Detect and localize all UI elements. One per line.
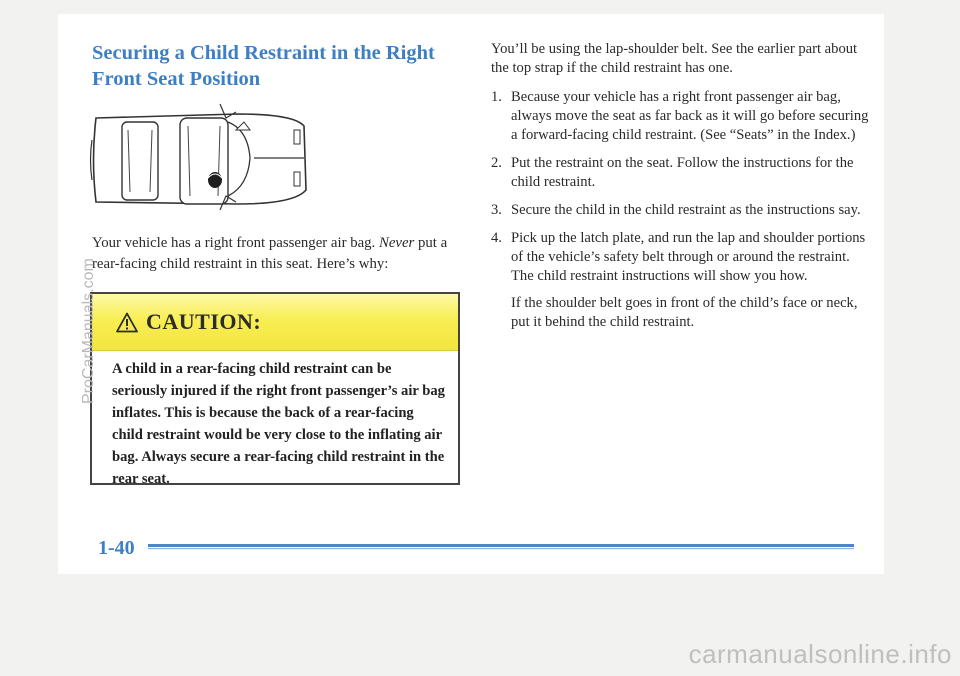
caution-title: CAUTION: — [146, 309, 262, 334]
site-watermark[interactable]: carmanualsonline.info — [688, 639, 952, 669]
intro-text-start: Your vehicle has a right front passenger air bag. — [92, 235, 379, 251]
step-text: Because your vehicle has a right front passenger air bag, always move the seat as far back as it will go before securing a forward-facing child restraint. (See “Seats” in the Index.) — [511, 89, 869, 143]
step-text: Put the restraint on the seat. Follow the instructions for the child restraint. — [511, 155, 854, 190]
belt-intro-paragraph: You’ll be using the lap-shoulder belt. See the earlier part about the top strap if the child restraint has one. — [491, 41, 858, 76]
intro-paragraph — [92, 233, 474, 275]
caution-box — [90, 292, 460, 485]
step-number: 2. — [491, 155, 502, 171]
footer-rule — [148, 544, 854, 550]
warning-triangle-icon — [116, 312, 138, 333]
step-text: Pick up the latch plate, and run the lap and shoulder portions of the vehicle’s safety belt through or around the restraint. The child restraint instructions will show you how. — [511, 230, 866, 284]
step-item — [491, 229, 871, 332]
page-number: 1-40 — [98, 537, 135, 559]
step-item — [491, 201, 871, 220]
step-item — [491, 154, 871, 192]
caution-header — [92, 294, 458, 351]
caution-text: A child in a rear-facing child restraint can be seriously injured if the right front passenger’s air bag inflates. This is because the back of a rear-facing child restraint would be very close to the inflating air bag. Always secure a rear-facing child restraint in the rear seat. — [112, 361, 445, 487]
step-number: 1. — [491, 89, 502, 105]
step-number: 4. — [491, 230, 502, 246]
car-seat-diagram — [88, 100, 314, 215]
step-number: 3. — [491, 202, 502, 218]
intro-text-end: put a rear-facing child restraint in this seat. Here’s why: — [92, 235, 448, 272]
step-text: Secure the child in the child restraint as the instructions say. — [511, 202, 861, 218]
section-heading: Securing a Child Restraint in the Right Front Seat Position — [92, 42, 435, 90]
side-watermark: ProCarManuals.com — [80, 258, 97, 404]
instruction-steps — [491, 88, 871, 332]
intro-emphasis: Never — [378, 235, 415, 251]
step-item — [491, 88, 871, 145]
step-note: If the shoulder belt goes in front of the child’s face or neck, put it behind the child restraint. — [511, 295, 858, 330]
